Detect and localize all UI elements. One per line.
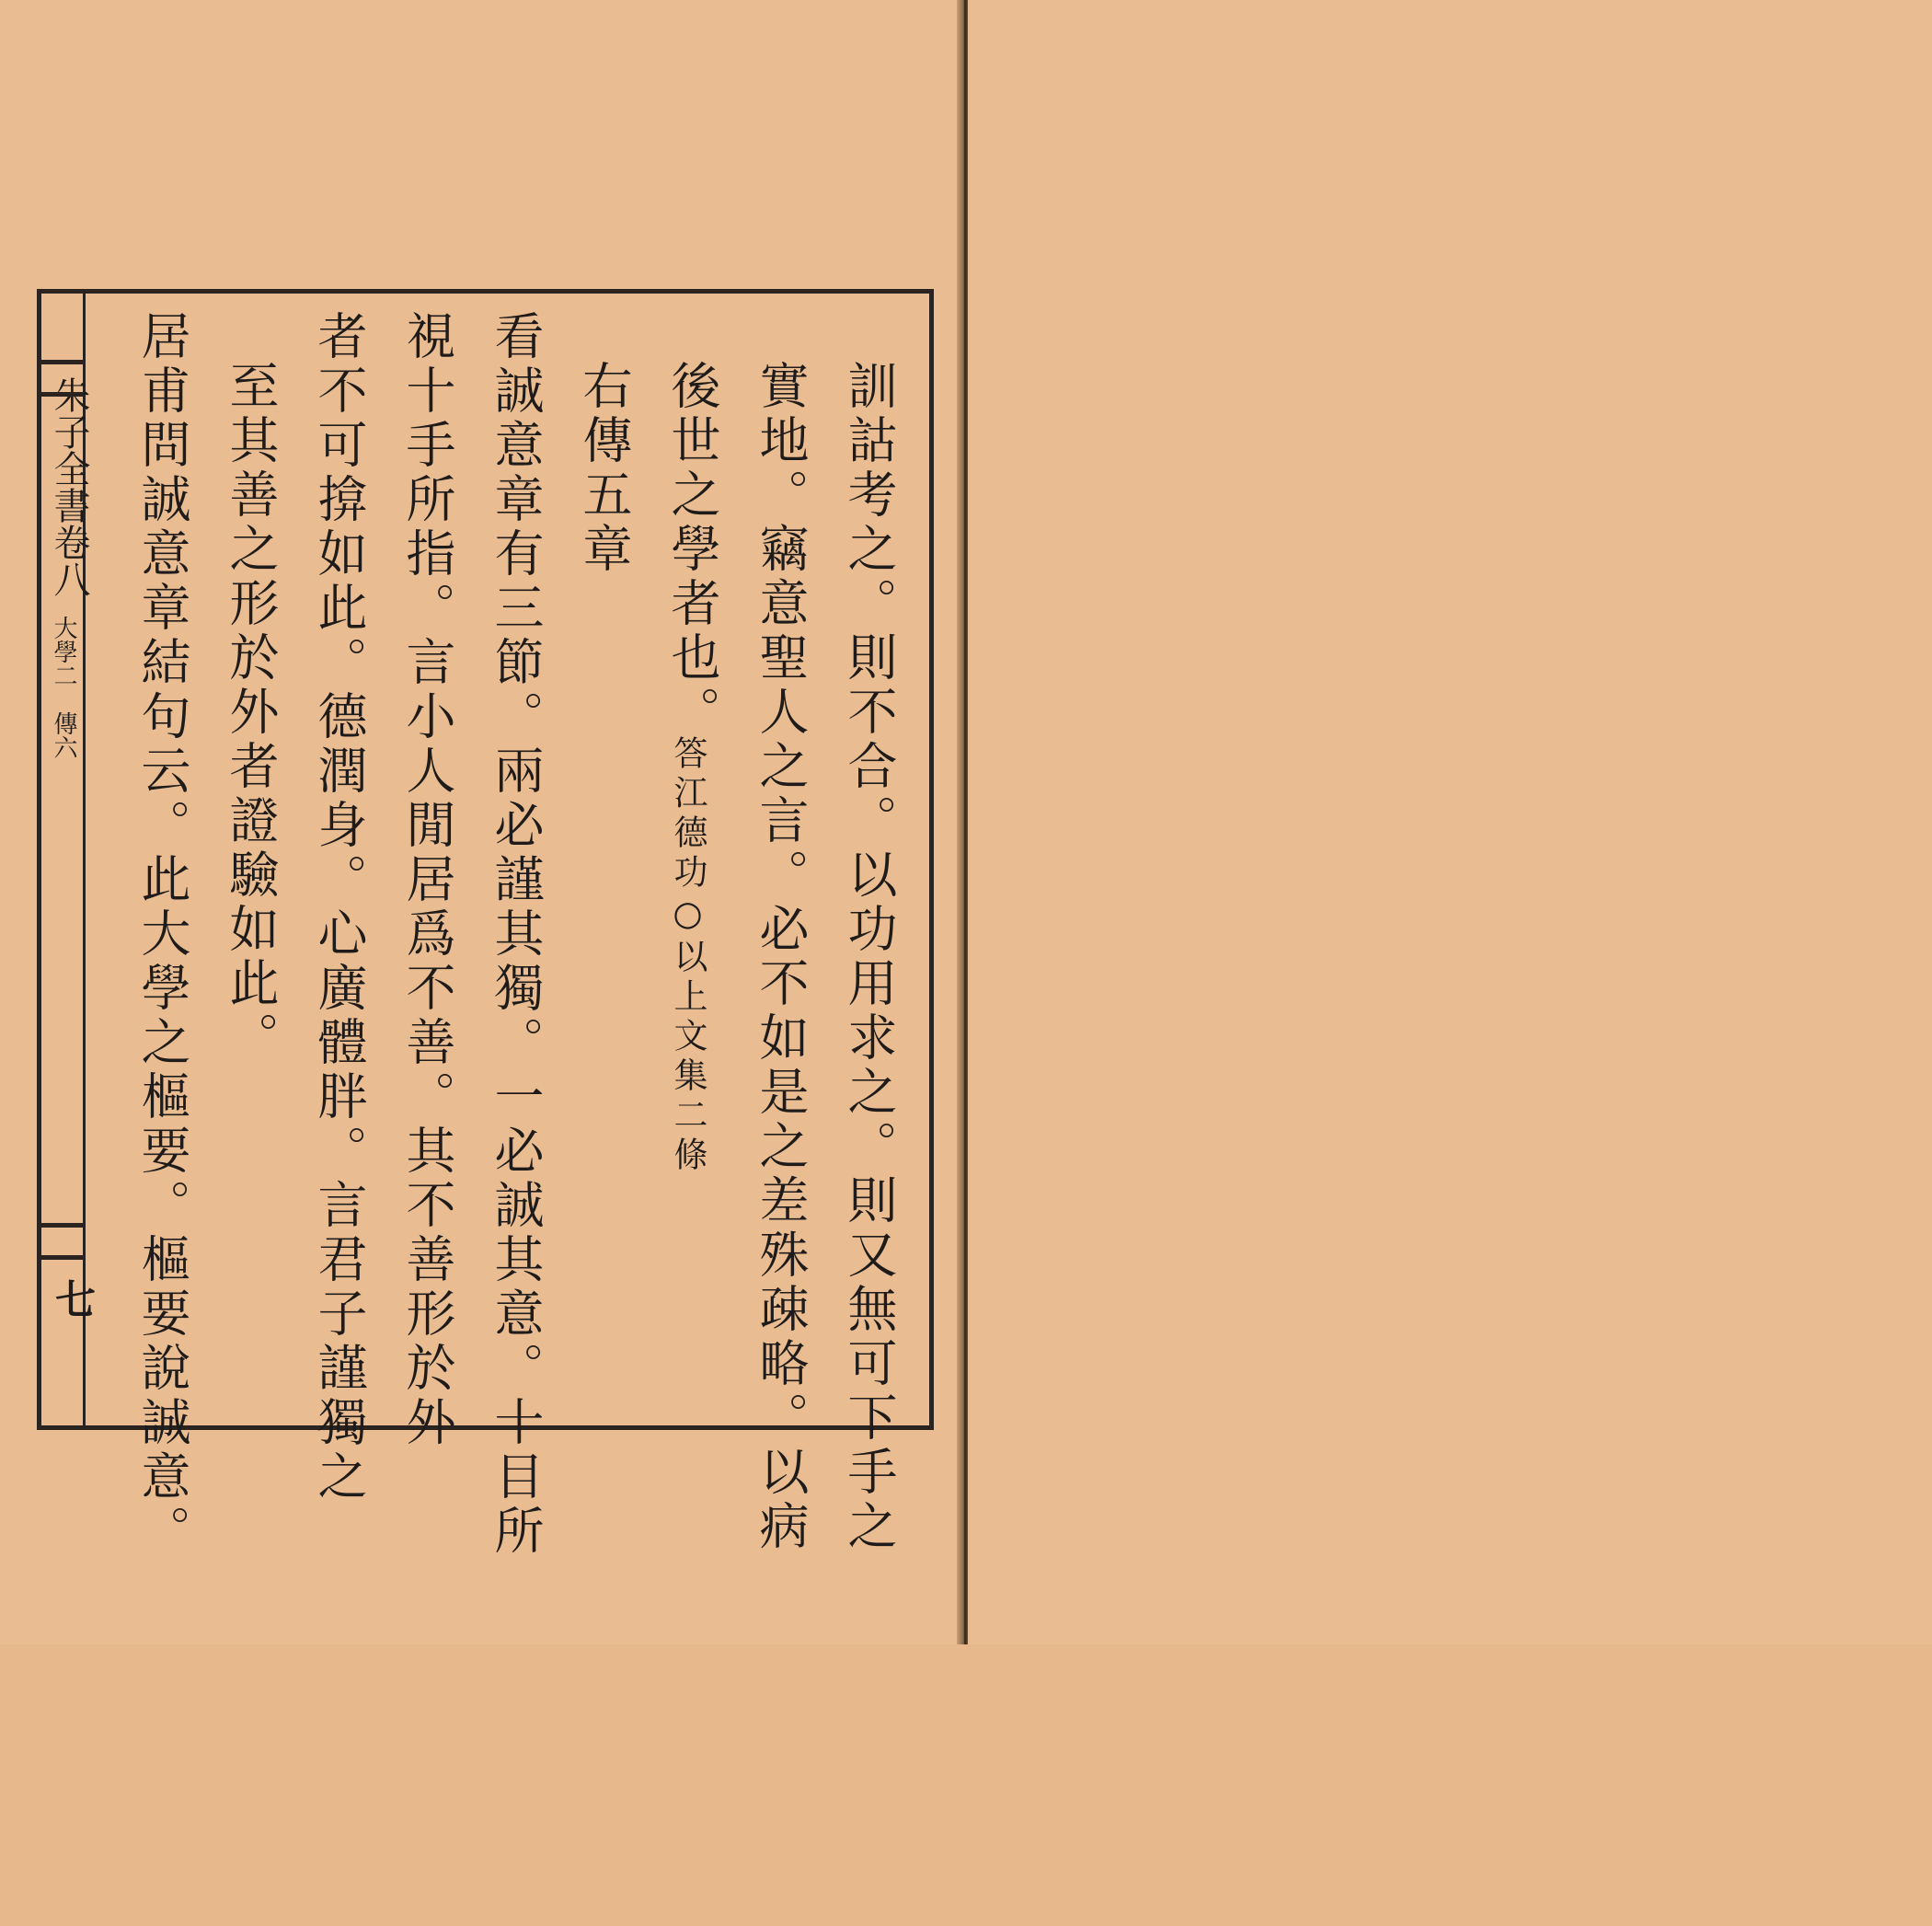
text-column-2: 實地。竊意聖人之言。必不如是之差殊疎略。以病 [752, 360, 810, 1554]
left-margin-section: 大學二 傳六 [50, 616, 77, 759]
text-column-1: 訓詁考之。則不合。以功用求之。則又無可下手之 [840, 360, 898, 1554]
text-column-3-annotation: 答江德功○以上文集二條 [668, 735, 707, 1176]
right-page [968, 0, 1932, 1644]
text-column-8: 至其善之形於外者證驗如此。 [222, 360, 280, 1066]
text-column-6: 視十手所指。言小人閒居爲不善。其不善形於外 [398, 310, 456, 1450]
left-folio-number: 七 [48, 1278, 95, 1319]
left-text-frame [37, 289, 934, 1559]
fish-tail-mark-bottom [40, 1223, 84, 1260]
text-column-9: 居甫問誠意章結句云。此大學之樞要。樞要說誠意。 [133, 310, 191, 1559]
text-column-5: 看誠意章有三節。兩必謹其獨。一必誠其意。十目所 [487, 310, 545, 1559]
left-page [0, 0, 961, 1644]
text-column-7: 者不可揜如此。德潤身。心廣體胖。言君子謹獨之 [310, 310, 368, 1505]
fish-tail-mark-top [40, 360, 84, 397]
text-column-3: 後世之學者也。 [663, 360, 721, 740]
text-column-4: 右傳五章 [575, 360, 633, 577]
left-margin-title: 朱子全書卷八 [48, 376, 90, 597]
